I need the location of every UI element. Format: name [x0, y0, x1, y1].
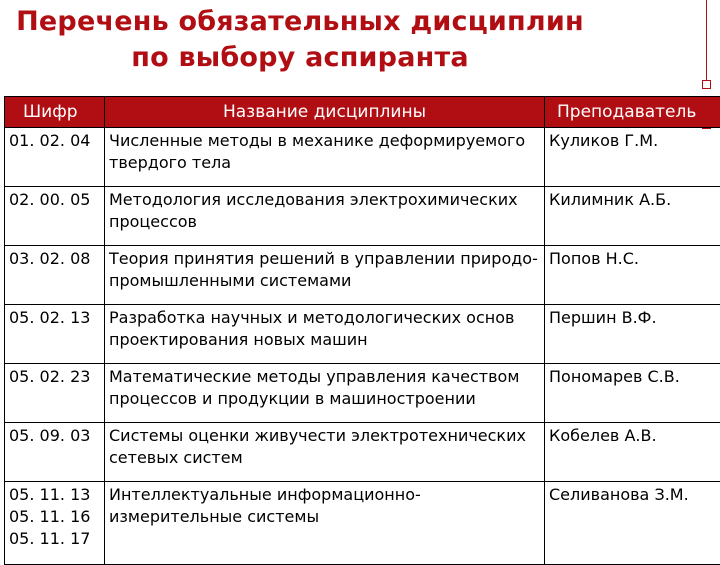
code-value: 03. 02. 08: [9, 248, 100, 270]
code-cell: [5, 305, 105, 364]
code-cell: [5, 482, 105, 565]
code-value: 05. 09. 03: [9, 425, 100, 447]
header-discipline: Название дисциплины: [105, 97, 545, 128]
table-row: [5, 423, 720, 482]
code-value: 05. 11. 16: [9, 506, 100, 528]
code-value: 05. 02. 23: [9, 366, 100, 388]
code-value: 05. 11. 17: [9, 528, 100, 550]
title-line-1: Перечень обязательных дисциплин: [0, 4, 600, 40]
discipline-cell: Математические методы управления качеством процессов и продукции в машиностроении: [105, 364, 545, 423]
table-row: [5, 305, 720, 364]
teacher-cell: Попов Н.С.: [545, 246, 720, 305]
code-cell: [5, 246, 105, 305]
table-header-row: [5, 97, 720, 128]
teacher-cell: Пономарев С.В.: [545, 364, 720, 423]
code-cell: [5, 364, 105, 423]
decorative-line: [706, 0, 707, 80]
code-value: 01. 02. 04: [9, 130, 100, 152]
decorative-square: [702, 80, 711, 89]
code-value: 05. 11. 13: [9, 484, 100, 506]
header-teacher: Преподаватель: [545, 97, 720, 128]
page-title: [0, 4, 600, 76]
teacher-cell: Першин В.Ф.: [545, 305, 720, 364]
discipline-cell: Системы оценки живучести электротехнических сетевых систем: [105, 423, 545, 482]
discipline-cell: Методология исследования электрохимических процессов: [105, 187, 545, 246]
code-cell: [5, 187, 105, 246]
discipline-cell: Разработка научных и методологических основ проектирования новых машин: [105, 305, 545, 364]
discipline-cell: Интеллектуальные информационно-измерительные системы: [105, 482, 545, 565]
teacher-cell: Куликов Г.М.: [545, 128, 720, 187]
header-code: Шифр: [5, 97, 105, 128]
teacher-cell: Селиванова З.М.: [545, 482, 720, 565]
code-cell: [5, 423, 105, 482]
table-row: [5, 128, 720, 187]
table-row: [5, 246, 720, 305]
code-value: 02. 00. 05: [9, 189, 100, 211]
code-value: 05. 02. 13: [9, 307, 100, 329]
table-row: [5, 364, 720, 423]
teacher-cell: Килимник А.Б.: [545, 187, 720, 246]
title-line-2: по выбору аспиранта: [0, 40, 600, 76]
discipline-cell: Численные методы в механике деформируемого твердого тела: [105, 128, 545, 187]
code-cell: [5, 128, 105, 187]
disciplines-table: [4, 96, 720, 565]
table-row: [5, 482, 720, 565]
table-row: [5, 187, 720, 246]
teacher-cell: Кобелев А.В.: [545, 423, 720, 482]
discipline-cell: Теория принятия решений в управлении природо-промышленными системами: [105, 246, 545, 305]
